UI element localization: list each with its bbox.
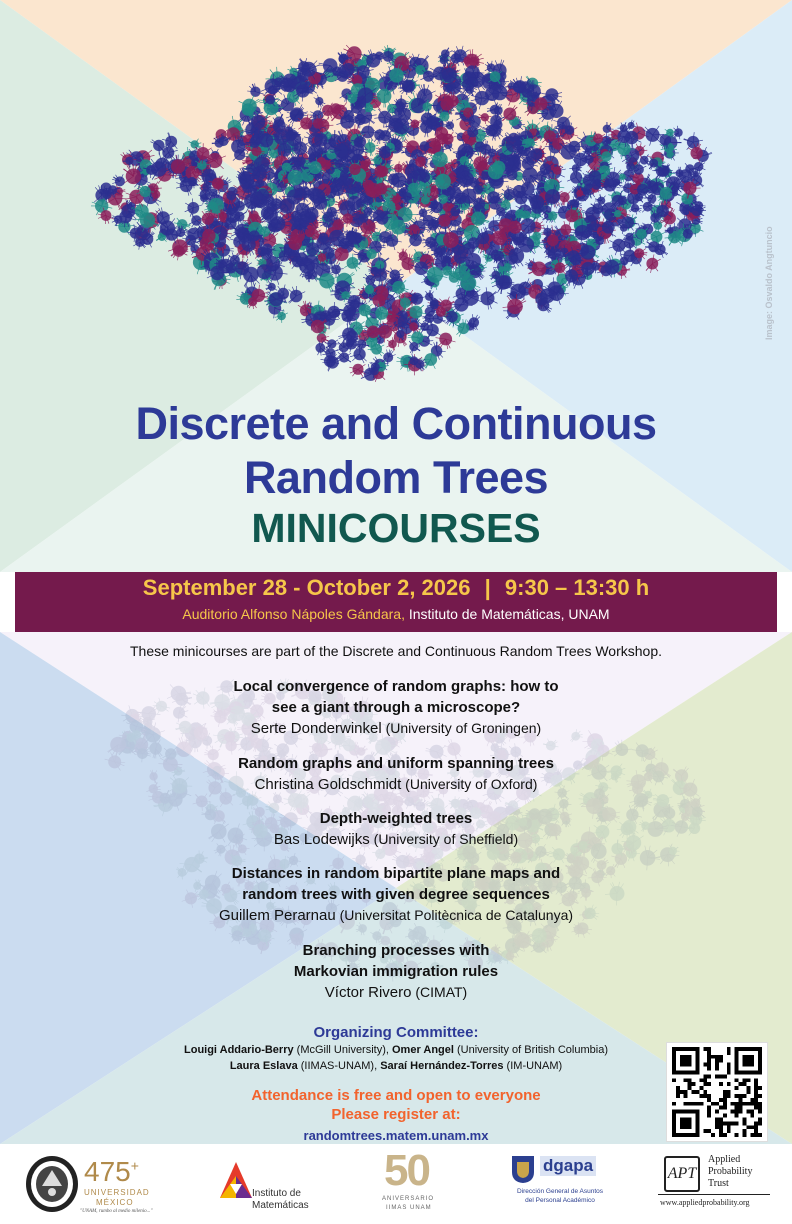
registration-link[interactable]: randomtrees.matem.unam.mx [303,1128,489,1143]
event-dates: September 28 - October 2, 2026 [142,575,471,600]
apt-logo [658,1150,770,1216]
organizer-name: Saraí Hernández-Torres [380,1060,504,1072]
course-title: Markovian immigration rules [293,963,499,980]
course-3 [0,808,792,850]
speaker-affiliation: (University of Groningen) [381,720,542,736]
tree-node-cluster [247,83,263,97]
course-5 [0,940,792,1003]
course-speaker-line [0,982,792,1003]
date-time-line [15,575,777,601]
course-title: Branching processes with [302,942,490,959]
date-banner [15,572,777,632]
tree-node-cluster [349,364,365,377]
apt-mark: APT [664,1156,700,1192]
tree-node-cluster [665,225,674,234]
organizer-affiliation: (IIMAS-UNAM), [297,1060,381,1072]
speaker-name: Bas Lodewijks [273,831,370,848]
venue-name: Auditorio Alfonso Nápoles Gándara, [182,606,405,622]
sponsor-logos [0,1146,792,1224]
unam-475-logo [24,1150,160,1216]
dgapa-line-1: Dirección General de Asuntos [517,1188,603,1195]
unam-seal-icon [24,1154,80,1214]
image-credit: Image: Osvaldo Angtuncio [764,226,774,340]
organizer-affiliation: (University of British Columbia) [453,1044,608,1056]
course-1 [0,676,792,739]
course-title: Depth-weighted trees [319,810,473,827]
event-time: 9:30 – 13:30 h [504,575,650,600]
speaker-affiliation: (University of Oxford) [401,776,538,792]
tree-node-cluster [315,273,338,292]
organizer-name: Omer Angel [392,1044,454,1056]
tree-node-cluster [314,95,326,108]
imate-logo [216,1150,326,1216]
unam-subname: MÉXICO [96,1198,134,1207]
title-line-1: Discrete and Continuous [135,398,657,449]
apt-divider [658,1194,770,1195]
apt-line-3: Trust [708,1178,729,1189]
organizer-affiliation: (IM-UNAM) [503,1060,563,1072]
course-speaker-line [0,718,792,739]
tree-node-cluster [189,214,204,227]
speaker-name: Serte Donderwinkel [250,720,382,737]
tree-node-cluster [543,739,558,751]
imate-triangles-icon [216,1158,256,1204]
iimas-50-logo [380,1146,450,1216]
tree-node-cluster [481,287,498,309]
intro-text: These minicourses are part of the Discrete and Continuous Random Trees Workshop. [130,643,662,659]
tree-node-cluster [266,281,278,293]
apt-url: www.appliedprobability.org [660,1198,750,1207]
unam-name: UNIVERSIDAD [84,1188,150,1197]
apt-line-2: Probability [708,1166,753,1177]
tree-node-cluster [595,194,606,204]
dgapa-line-2: del Personal Académico [525,1197,595,1204]
speaker-affiliation: (Universitat Politècnica de Catalunya) [335,907,574,923]
course-title: Distances in random bipartite plane maps and [231,865,561,882]
venue-line [15,606,777,622]
speaker-name: Christina Goldschmidt [254,776,402,793]
tree-node-cluster [417,84,435,103]
speaker-name: Guillem Perarnau [218,907,336,924]
organizing-committee-heading: Organizing Committee: [313,1024,479,1041]
subtitle: MINICOURSES [251,505,541,551]
dgapa-acronym: dgapa [540,1156,596,1176]
iimas-line-1: ANIVERSARIO [382,1196,435,1202]
venue-institution: Instituto de Matemáticas, UNAM [404,606,610,622]
course-speaker-line [0,905,792,926]
organizer-affiliation: (McGill University), [293,1044,392,1056]
unam-shield-icon [510,1154,536,1184]
unam-plus: + [130,1157,139,1174]
iimas-number: 50 [384,1146,429,1195]
tree-node-cluster [189,139,202,149]
tree-node-cluster [363,274,378,286]
tree-node-cluster [646,254,661,273]
course-title: see a giant through a microscope? [271,699,521,716]
speaker-affiliation: (CIMAT) [411,984,468,1000]
unam-motto: "UNAM, rumbo al medio milenio..." [80,1209,153,1214]
course-title: Random graphs and uniform spanning trees [238,755,554,772]
attendance-note: Attendance is free and open to everyone [251,1087,541,1104]
register-prompt: Please register at: [331,1106,461,1123]
tree-node-cluster [133,237,147,249]
tree-node-cluster [162,133,177,150]
dgapa-logo [510,1150,610,1216]
qr-code-icon[interactable] [666,1042,768,1142]
random-tree-illustration [80,10,720,398]
title-line-2: Random Trees [243,452,549,503]
speaker-name: Víctor Rivero [324,984,412,1001]
course-title: Local convergence of random graphs: how to [233,678,559,695]
apt-line-1: Applied [708,1154,741,1165]
unam-number: 475 [84,1156,131,1187]
course-4 [0,863,792,926]
tree-node-cluster [609,237,626,256]
iimas-line-2: IIMAS UNAM [386,1205,432,1211]
speaker-affiliation: (University of Sheffield) [369,831,519,847]
course-speaker-line [0,829,792,850]
separator: | [484,575,491,600]
tree-node-cluster [288,286,305,303]
course-title: random trees with given degree sequences [242,886,550,903]
tree-node-cluster [185,199,203,218]
organizer-name: Louigi Addario-Berry [184,1044,294,1056]
organizer-name: Laura Eslava [229,1060,298,1072]
course-speaker-line [0,774,792,795]
imate-line-1: Instituto de [252,1188,301,1199]
tree-node-cluster [112,174,125,186]
tree-node-cluster [243,265,259,287]
imate-line-2: Matemáticas [252,1200,309,1211]
course-2 [0,753,792,795]
